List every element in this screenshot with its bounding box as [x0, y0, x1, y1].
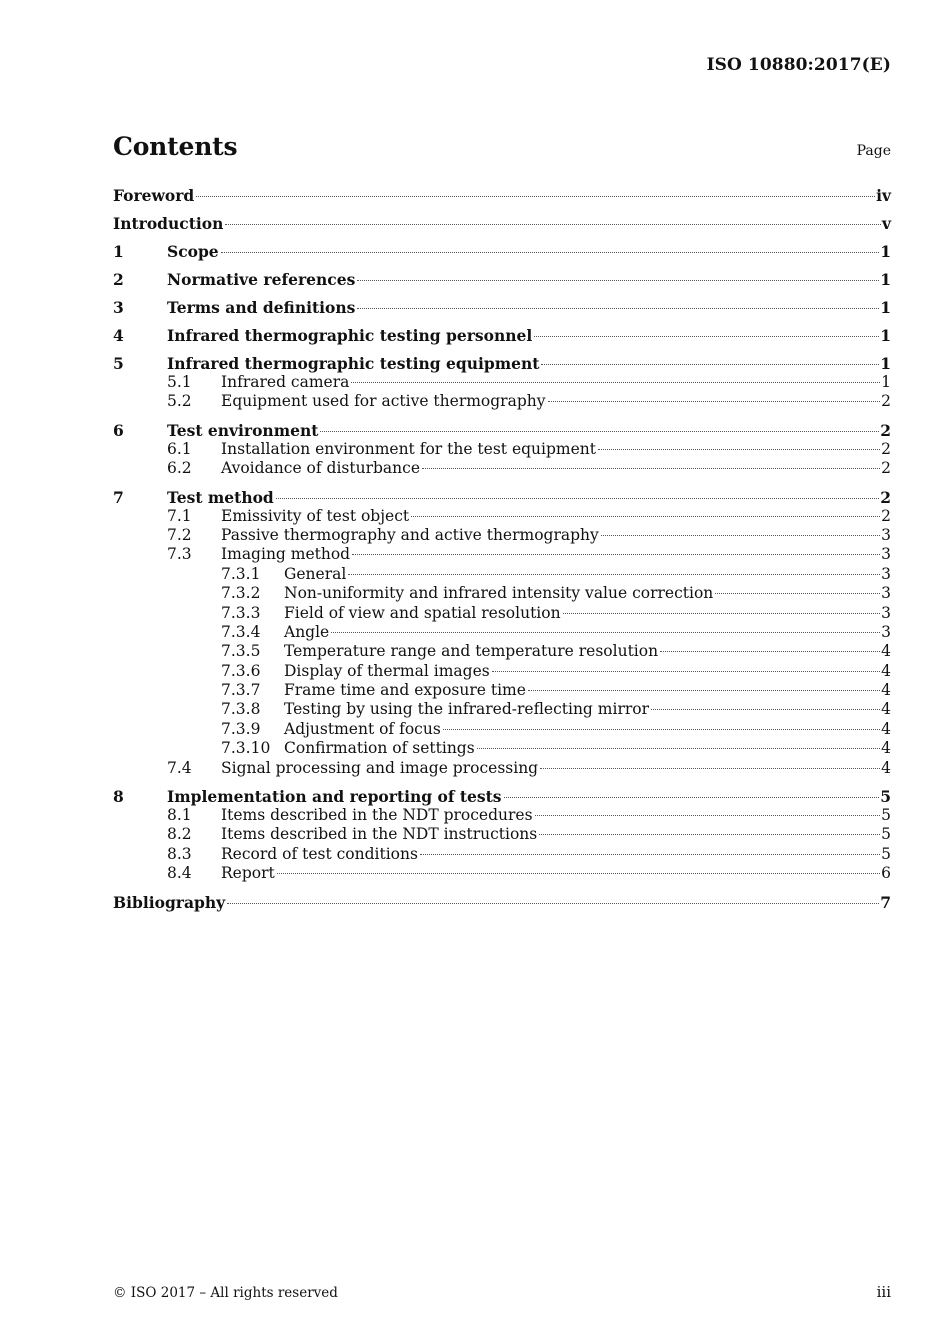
toc-entry[interactable] — [113, 440, 891, 459]
toc-entry-page: 2 — [881, 392, 891, 411]
dot-leader — [598, 448, 880, 450]
page-column-label: Page — [856, 143, 891, 159]
toc-entry-title: Foreword — [113, 186, 195, 205]
toc-entry[interactable] — [113, 864, 891, 883]
toc-entry-title: Test method — [167, 487, 274, 507]
toc-entry-title: Angle — [284, 622, 330, 641]
dot-leader — [348, 573, 880, 575]
dot-leader — [541, 363, 879, 365]
dot-leader — [225, 223, 881, 225]
toc-entry[interactable] — [113, 700, 891, 719]
toc-entry-page: iv — [876, 186, 891, 205]
dot-leader — [563, 612, 881, 614]
toc-entry[interactable] — [113, 739, 891, 758]
toc-entry[interactable] — [113, 526, 891, 545]
toc-entry-title: General — [284, 564, 347, 583]
page-title: Contents — [113, 132, 238, 161]
dot-leader — [357, 279, 879, 281]
toc-entry-number: 7.3.2 — [221, 584, 261, 603]
dot-leader — [320, 430, 879, 432]
toc-entry[interactable] — [113, 214, 891, 233]
dot-leader — [601, 534, 880, 536]
toc-entry-page: 3 — [881, 584, 891, 603]
toc-entry-number: 7.3.9 — [221, 719, 261, 738]
dot-leader — [535, 814, 881, 816]
toc-entry-page: 2 — [881, 506, 891, 525]
toc-entry-title: Items described in the NDT instructions — [221, 825, 538, 844]
toc-entry-title: Bibliography — [113, 892, 226, 912]
toc-entry-title: Implementation and reporting of tests — [167, 787, 502, 807]
toc-entry[interactable] — [113, 662, 891, 681]
dot-leader — [420, 853, 880, 855]
toc-entry-number: 5 — [113, 354, 124, 373]
dot-leader — [331, 631, 880, 633]
toc-entry-title: Infrared camera — [221, 373, 350, 391]
toc-entry-number: 7 — [113, 487, 124, 507]
toc-entry-title: Report — [221, 864, 275, 883]
toc-entry-number: 2 — [113, 270, 124, 289]
toc-entry-page: 3 — [881, 564, 891, 583]
toc-entry-title: Signal processing and image processing — [221, 758, 539, 777]
dot-leader — [357, 307, 879, 309]
toc-entry-number: 7.4 — [167, 758, 192, 777]
dot-leader — [534, 335, 879, 337]
dot-leader — [277, 872, 880, 874]
toc-entry-title: Testing by using the infrared-reflecting mirror — [284, 700, 649, 719]
toc-entry[interactable] — [113, 545, 891, 564]
toc-entry[interactable] — [113, 759, 891, 778]
toc-entry-page: 2 — [881, 459, 891, 478]
toc-entry[interactable] — [113, 642, 891, 661]
dot-leader — [651, 708, 880, 710]
toc-entry-number: 8 — [113, 787, 124, 807]
toc-entry-number: 7.1 — [167, 506, 192, 525]
toc-entry-page: 3 — [881, 622, 891, 641]
toc-entry-page: 5 — [881, 844, 891, 863]
toc-entry-page: 4 — [881, 719, 891, 738]
toc-entry-number: 7.3.7 — [221, 681, 261, 700]
toc-entry-number: 7.3.5 — [221, 642, 261, 661]
toc-entry-page: 4 — [881, 758, 891, 777]
dot-leader — [715, 592, 880, 594]
toc-entry-title: Display of thermal images — [284, 661, 490, 680]
toc-entry-page: 4 — [881, 681, 891, 700]
toc-entry-number: 1 — [113, 242, 124, 261]
toc-entry[interactable] — [113, 507, 891, 526]
toc-entry-title: Non-uniformity and infrared intensity value correction — [284, 584, 714, 603]
toc-entry-number: 4 — [113, 326, 124, 345]
toc-entry[interactable] — [113, 681, 891, 700]
toc-entry-number: 7.3.4 — [221, 622, 261, 641]
toc-entry-title: Temperature range and temperature resolution — [284, 642, 659, 661]
dot-leader — [276, 497, 879, 499]
dot-leader — [351, 381, 880, 383]
copyright-notice: © ISO 2017 – All rights reserved — [113, 1285, 338, 1301]
toc-entry[interactable] — [113, 584, 891, 603]
document-id: ISO 10880:2017(E) — [706, 55, 891, 75]
dot-leader — [504, 796, 880, 798]
page-number: iii — [876, 1283, 891, 1301]
toc-entry-page: 4 — [881, 739, 891, 758]
toc-entry-page: 1 — [880, 354, 891, 373]
toc-entry-title: Items described in the NDT procedures — [221, 806, 533, 825]
toc-entry[interactable] — [113, 845, 891, 864]
toc-entry-title: Equipment used for active thermography — [221, 392, 546, 411]
dot-leader — [548, 400, 881, 402]
toc-entry-number: 5.1 — [167, 373, 192, 391]
toc-entry-page: 1 — [880, 242, 891, 261]
toc-entry-number: 7.3.1 — [221, 564, 261, 583]
toc-entry-page: 4 — [881, 642, 891, 661]
toc-entry-number: 8.1 — [167, 806, 192, 825]
toc-entry[interactable] — [113, 825, 891, 844]
toc-entry[interactable] — [113, 354, 891, 373]
toc-entry-title: Imaging method — [221, 545, 351, 564]
toc-entry-page: 5 — [880, 787, 891, 807]
toc-entry-page: 2 — [880, 420, 891, 440]
toc-entry-title: Scope — [167, 242, 219, 261]
toc-entry-title: Normative references — [167, 270, 356, 289]
toc-entry[interactable] — [113, 720, 891, 739]
toc-entry[interactable] — [113, 421, 891, 440]
dot-leader — [227, 902, 879, 904]
toc-entry-page: 4 — [881, 700, 891, 719]
contents-header — [113, 132, 891, 166]
toc-entry-page: 1 — [880, 270, 891, 289]
toc-entry-page: 2 — [881, 439, 891, 458]
toc-entry-number: 7.3 — [167, 545, 192, 564]
toc-entry[interactable] — [113, 604, 891, 623]
dot-leader — [196, 195, 875, 197]
toc-entry-page: 5 — [881, 825, 891, 844]
dot-leader — [443, 728, 880, 730]
toc-entry[interactable] — [113, 298, 891, 317]
toc-entry-number: 8.2 — [167, 825, 192, 844]
toc-entry[interactable] — [113, 806, 891, 825]
toc-entry-title: Passive thermography and active thermography — [221, 525, 599, 544]
toc-entry-title: Record of test conditions — [221, 844, 418, 863]
toc-entry-title: Test environment — [167, 420, 319, 440]
toc-entry-page: 7 — [880, 892, 891, 912]
toc-entry-number: 7.3.8 — [221, 700, 261, 719]
toc-entry[interactable] — [113, 242, 891, 261]
toc-entry-page: 3 — [881, 525, 891, 544]
toc-entry-page: v — [881, 214, 891, 233]
toc-entry-number: 7.2 — [167, 525, 192, 544]
toc-entry-title: Infrared thermographic testing personnel — [167, 326, 533, 345]
toc-entry-number: 6.2 — [167, 459, 192, 478]
toc-entry[interactable] — [113, 392, 891, 411]
toc-entry-title: Adjustment of focus — [284, 719, 441, 738]
dot-leader — [221, 251, 880, 253]
toc-entry[interactable] — [113, 270, 891, 289]
toc-entry-number: 7.3.6 — [221, 661, 261, 680]
toc-entry-number: 8.4 — [167, 864, 192, 883]
toc-entry[interactable] — [113, 565, 891, 584]
dot-leader — [528, 689, 880, 691]
toc-entry-number: 8.3 — [167, 844, 192, 863]
toc-entry[interactable] — [113, 459, 891, 478]
dot-leader — [422, 467, 880, 469]
toc-entry-title: Frame time and exposure time — [284, 681, 526, 700]
toc-entry-number: 5.2 — [167, 392, 192, 411]
toc-entry-page: 4 — [881, 661, 891, 680]
toc-entry-title: Infrared thermographic testing equipment — [167, 354, 540, 373]
toc-entry-page: 1 — [881, 373, 891, 391]
toc-entry-page: 2 — [880, 487, 891, 507]
toc-entry[interactable] — [113, 186, 891, 205]
dot-leader — [540, 767, 880, 769]
toc-entry[interactable] — [113, 893, 891, 912]
toc-entry-page: 5 — [881, 806, 891, 825]
toc-entry-title: Confirmation of settings — [284, 739, 475, 758]
toc-entry-page: 3 — [881, 603, 891, 622]
toc-entry[interactable] — [113, 373, 891, 392]
toc-entry[interactable] — [113, 488, 891, 507]
toc-entry-number: 3 — [113, 298, 124, 317]
dot-leader — [660, 650, 880, 652]
toc-entry-number: 6.1 — [167, 439, 192, 458]
toc-entry-title: Field of view and spatial resolution — [284, 603, 561, 622]
table-of-contents — [113, 186, 891, 912]
toc-entry-title: Avoidance of disturbance — [221, 459, 420, 478]
dot-leader — [411, 515, 880, 517]
toc-entry-title: Emissivity of test object — [221, 506, 410, 525]
toc-entry-title: Terms and definitions — [167, 298, 356, 317]
toc-entry[interactable] — [113, 623, 891, 642]
dot-leader — [352, 553, 880, 555]
toc-entry-page: 6 — [881, 864, 891, 883]
toc-entry-page: 3 — [881, 545, 891, 564]
toc-entry[interactable] — [113, 787, 891, 806]
toc-entry-number: 6 — [113, 420, 124, 440]
toc-entry-title: Introduction — [113, 214, 224, 233]
dot-leader — [492, 670, 880, 672]
dot-leader — [477, 747, 880, 749]
toc-entry[interactable] — [113, 326, 891, 345]
dot-leader — [539, 833, 880, 835]
toc-entry-page: 1 — [880, 298, 891, 317]
toc-entry-title: Installation environment for the test equipment — [221, 439, 596, 458]
toc-entry-page: 1 — [880, 326, 891, 345]
toc-entry-number: 7.3.10 — [221, 739, 271, 758]
toc-entry-number: 7.3.3 — [221, 603, 261, 622]
